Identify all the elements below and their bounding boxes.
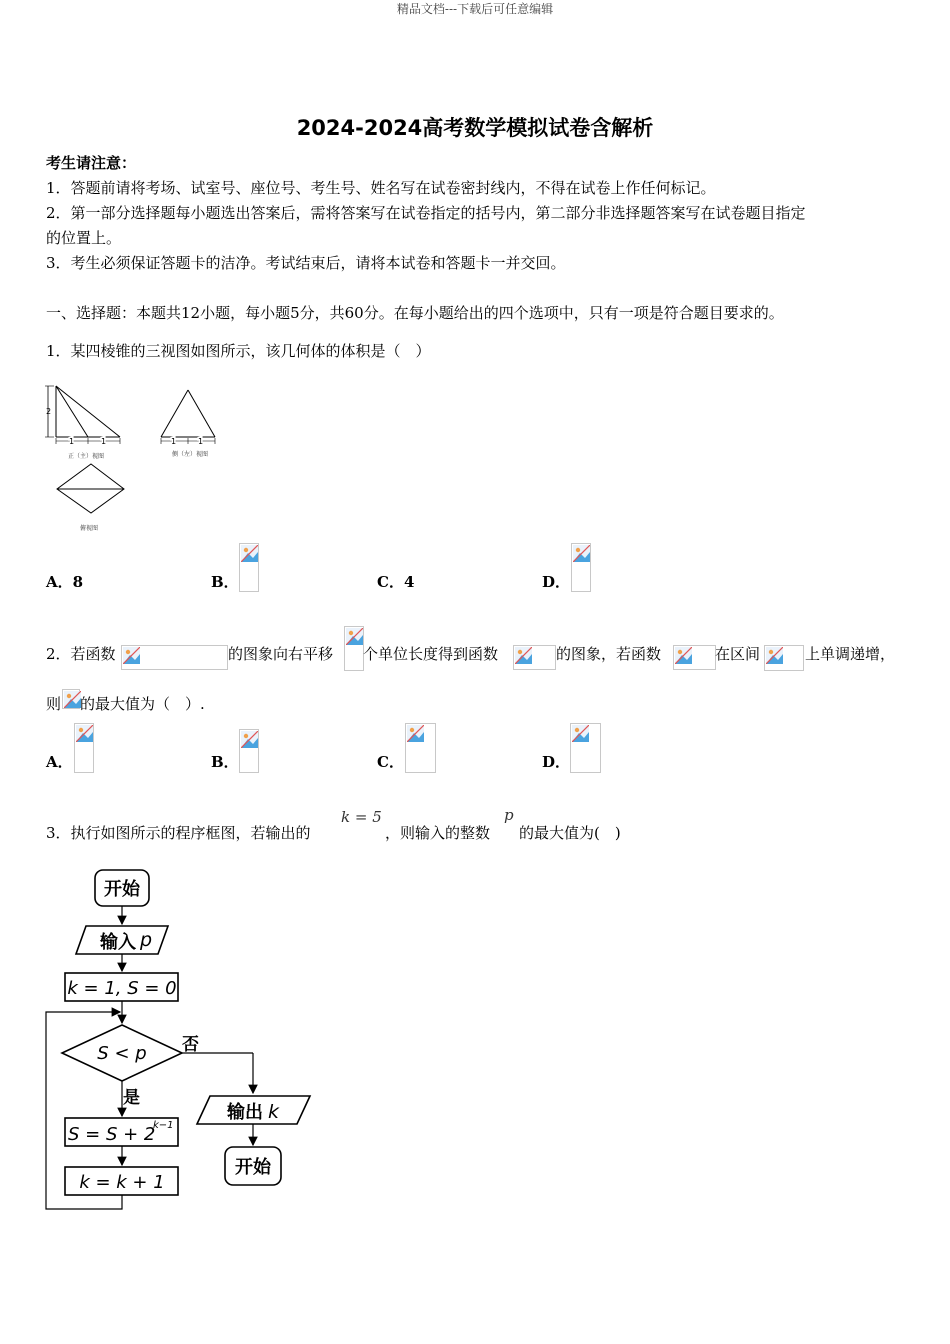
q2-option-c[interactable]: C． (377, 753, 404, 771)
q3-part-1: 3．执行如图所示的程序框图，若输出的 (46, 824, 311, 842)
side-view (161, 390, 215, 458)
q2-option-b[interactable]: B． (211, 753, 239, 771)
notice-line-1: 1．答题前请将考场、试室号、座位号、考生号、姓名写在试卷密封线内，不得在试卷上作任何标记。 (46, 179, 716, 197)
broken-image-icon (675, 647, 692, 664)
q2-interval-image (764, 645, 804, 671)
q1-option-a-label: A． (46, 573, 73, 591)
section-heading: 一、选择题：本题共12小题，每小题5分，共60分。在每小题给出的四个选项中，只有一项是符合题目要求的。 (46, 304, 784, 322)
q2-line2-b: 的最大值为（ ）. (80, 695, 205, 713)
q2-part-1: 2．若函数 (46, 645, 116, 663)
flow-yes-label: 是 (123, 1088, 140, 1108)
q1-option-b[interactable]: B． (211, 573, 239, 591)
broken-image-icon (766, 647, 783, 664)
q2-part-5: 在区间 (715, 645, 761, 663)
broken-image-icon (346, 628, 363, 645)
q2-omega-image (62, 689, 80, 709)
q2-option-d-image (570, 723, 601, 773)
q2-option-a-image (74, 723, 94, 773)
q1-option-c[interactable] (377, 571, 414, 592)
q2-part-2: 的图象向右平移 (228, 645, 334, 663)
flow-init-text: k = 1, S = 0 (67, 978, 177, 999)
notice-line-2a: 2．第一部分选择题每小题选出答案后，需将答案写在试卷指定的括号内，第二部分非选择题答案写在试卷题目指定 (46, 204, 806, 222)
q2-option-d[interactable]: D． (542, 753, 571, 771)
front-dim-height: 2 (46, 407, 52, 416)
page-title: 2024-2024高考数学模拟试卷含解析 (296, 116, 654, 140)
broken-image-icon (515, 647, 532, 664)
q2-line2-a: 则 (46, 695, 62, 713)
q2-option-b-image (239, 729, 259, 773)
q3-flowchart (40, 860, 330, 1220)
q2-part-3: 个单位长度得到函数 (363, 645, 499, 663)
q1-option-b-image (239, 543, 259, 592)
top-view (57, 464, 124, 532)
notice-line-3: 3．考生必须保证答题卡的洁净。考试结束后，请将本试卷和答题卡一并交回。 (46, 254, 566, 272)
broken-image-icon (241, 545, 258, 562)
q1-option-d[interactable]: D． (542, 573, 571, 591)
flow-update-s-text: S = S + 2 (68, 1124, 156, 1145)
top-view-label: 俯视图 (80, 525, 99, 532)
broken-image-icon (572, 725, 589, 742)
q1-option-a[interactable] (46, 571, 83, 592)
flow-update-k-text: k = k + 1 (79, 1172, 165, 1193)
q3-part-3: 的最大值为( ) (519, 824, 621, 842)
flow-start-text: 开始 (104, 879, 140, 900)
broken-image-icon (407, 725, 424, 742)
flow-no-label: 否 (182, 1035, 199, 1055)
flow-input-var: p (140, 929, 153, 951)
flow-end-text: 开始 (235, 1157, 271, 1178)
broken-image-icon (123, 647, 140, 664)
broken-image-icon (76, 725, 93, 742)
q2-option-a[interactable]: A． (46, 753, 73, 771)
broken-image-icon (573, 545, 590, 562)
q3-math-k: k = 5 (341, 808, 382, 826)
front-dim-1b: 1 (101, 437, 107, 446)
broken-image-icon (241, 731, 258, 748)
q1-option-d-image (571, 543, 591, 592)
q1-stem: 1．某四棱锥的三视图如图所示，该几何体的体积是（ ） (46, 342, 431, 360)
front-dim-1a: 1 (69, 437, 75, 446)
notice-line-2b: 的位置上。 (46, 229, 122, 247)
side-view-label: 侧（左）视图 (172, 451, 209, 458)
notice-heading: 考生请注意： (46, 154, 137, 172)
q2-function-g-image (513, 645, 556, 670)
flow-update-s-exp: k−1 (153, 1120, 174, 1131)
flow-output-text: 输出 (227, 1102, 263, 1123)
side-dim-1a: 1 (171, 437, 177, 446)
front-view-label: 正（主）视图 (68, 453, 105, 460)
q1-option-a-value: 8 (72, 573, 84, 591)
q2-part-4: 的图象，若函数 (556, 645, 662, 663)
flow-input-text: 输入 (100, 932, 136, 953)
q3-part-2: ，则输入的整数 (385, 824, 491, 842)
q1-three-view-figure (40, 380, 240, 538)
q1-option-c-label: C． (377, 573, 404, 591)
header-watermark: 精品文档---下载后可任意编辑 (396, 2, 554, 16)
q2-shift-image (344, 626, 364, 671)
q2-option-c-image (405, 723, 436, 773)
flow-decision-text: S < p (97, 1043, 147, 1064)
q3-math-p: p (504, 806, 514, 824)
q2-part-6: 上单调递增， (805, 645, 896, 663)
side-dim-1b: 1 (198, 437, 204, 446)
flow-output-var: k (268, 1101, 280, 1123)
q2-function-g2-image (673, 645, 716, 670)
q1-option-c-value: 4 (403, 573, 415, 591)
broken-image-icon (64, 691, 81, 708)
q2-function-f-image (121, 645, 228, 670)
front-view (45, 386, 120, 460)
